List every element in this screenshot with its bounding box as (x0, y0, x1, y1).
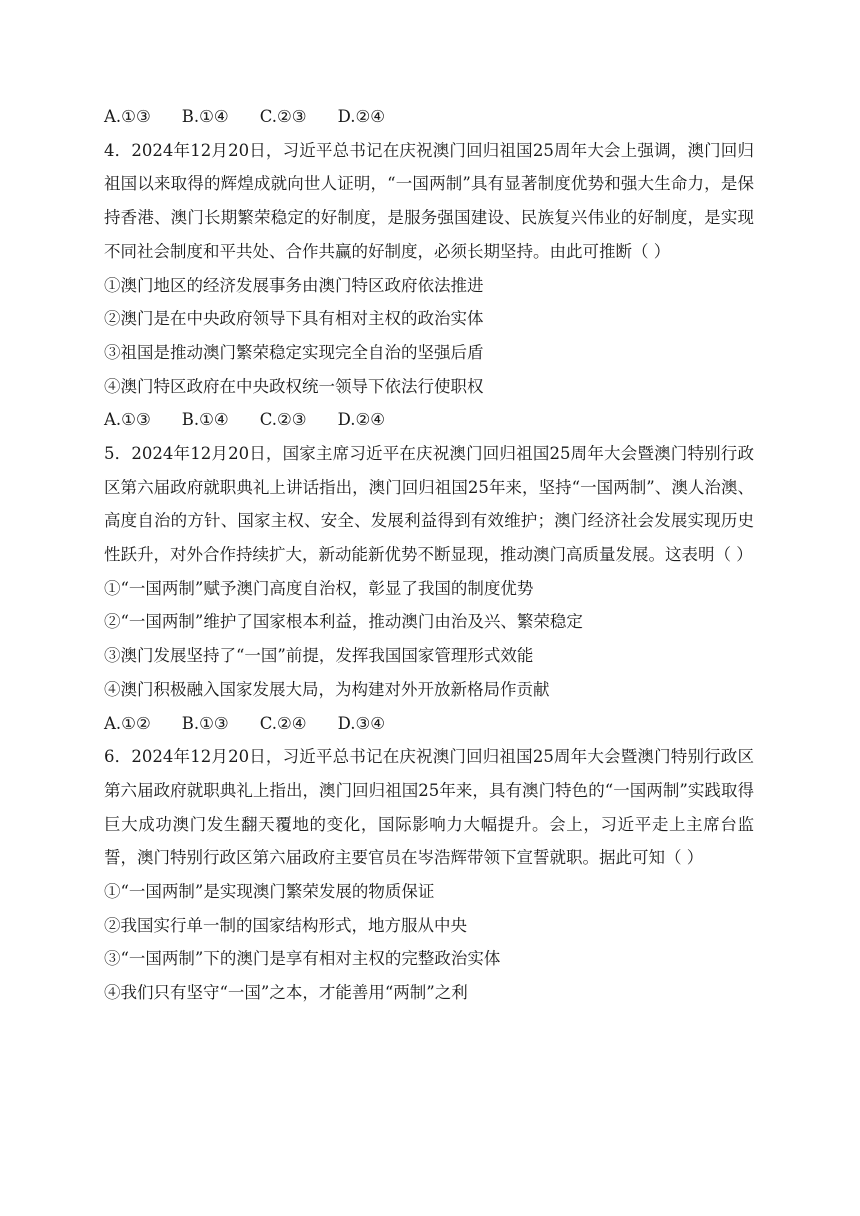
q4-item-2: ②澳门是在中央政府领导下具有相对主权的政治实体 (104, 309, 484, 329)
q4-item-1: ①澳门地区的经济发展事务由澳门特区政府依法推进 (104, 275, 484, 295)
q5-item-1: ①“一国两制”赋予澳门高度自治权，彰显了我国的制度优势 (104, 578, 534, 598)
q4-item-3: ③祖国是推动澳门繁荣稳定实现完全自治的坚强后盾 (104, 342, 484, 362)
q4-option-a: A.①③ (104, 410, 151, 430)
q5-item-2: ②“一国两制”维护了国家根本利益，推动澳门由治及兴、繁荣稳定 (104, 612, 583, 632)
q4-options (104, 403, 754, 437)
q5-option-a: A.①② (104, 713, 151, 733)
q4-option-d: D.②④ (337, 410, 386, 430)
q6-stem: 6．2024年12月20日，习近平总书记在庆祝澳门回归祖国25周年大会暨澳门特别行政区第六届政府就职典礼上指出，澳门回归祖国25年来，具有澳门特色的“一国两制”实践取得巨大成功澳门发生翻天覆地的变化，国际影响力大幅提升。会上，习近平走上主席台监誓，澳门特别行政区第六届政府主要官员在岑浩辉带领下宣誓就职。据此可知（ ） (104, 747, 754, 868)
q5-stem: 5．2024年12月20日，国家主席习近平在庆祝澳门回归祖国25周年大会暨澳门特别行政区第六届政府就职典礼上讲话指出，澳门回归祖国25年来，坚持“一国两制”、澳人治澳、高度自治的方针、国家主权、安全、发展利益得到有效维护；澳门经济社会发展实现历史性跃升，对外合作持续扩大，新动能新优势不断显现，推动澳门高质量发展。这表明（ ） (104, 443, 754, 565)
q6-item-3: ③“一国两制”下的澳门是享有相对主权的完整政治实体 (104, 949, 501, 969)
q6-item-4: ④我们只有坚守“一国”之本，才能善用“两制”之利 (104, 983, 468, 1003)
q3-options (104, 100, 754, 134)
q4-stem: 4．2024年12月20日，习近平总书记在庆祝澳门回归祖国25周年大会上强调，澳门回归祖国以来取得的辉煌成就向世人证明，“一国两制”具有显著制度优势和强大生命力，是保持香港、澳门长期繁荣稳定的好制度，是服务强国建设、民族复兴伟业的好制度，是实现不同社会制度和平共处、合作共赢的好制度，必须长期坚持。由此可推断（ ） (104, 140, 754, 261)
q4-option-b: B.①④ (181, 410, 229, 430)
q3-option-c: C.②③ (259, 107, 307, 126)
q3-option-b: B.①④ (181, 107, 229, 126)
q6-item-2: ②我国实行单一制的国家结构形式，地方服从中央 (104, 915, 467, 935)
q5-item-4: ④澳门积极融入国家发展大局，为构建对外开放新格局作贡献 (104, 679, 550, 699)
q5-option-c: C.②④ (259, 713, 307, 733)
q5-option-d: D.③④ (337, 713, 386, 733)
q5-options (104, 707, 754, 741)
q4-option-c: C.②③ (259, 410, 307, 430)
q6-item-1: ①“一国两制”是实现澳门繁荣发展的物质保证 (104, 882, 435, 901)
q5-option-b: B.①③ (181, 713, 229, 733)
exam-page (104, 100, 754, 1010)
q5-item-3: ③澳门发展坚持了“一国”前提，发挥我国国家管理形式效能 (104, 646, 534, 666)
q3-option-a: A.①③ (104, 107, 151, 126)
q4-item-4: ④澳门特区政府在中央政权统一领导下依法行使职权 (104, 376, 484, 396)
q3-option-d: D.②④ (337, 107, 386, 126)
